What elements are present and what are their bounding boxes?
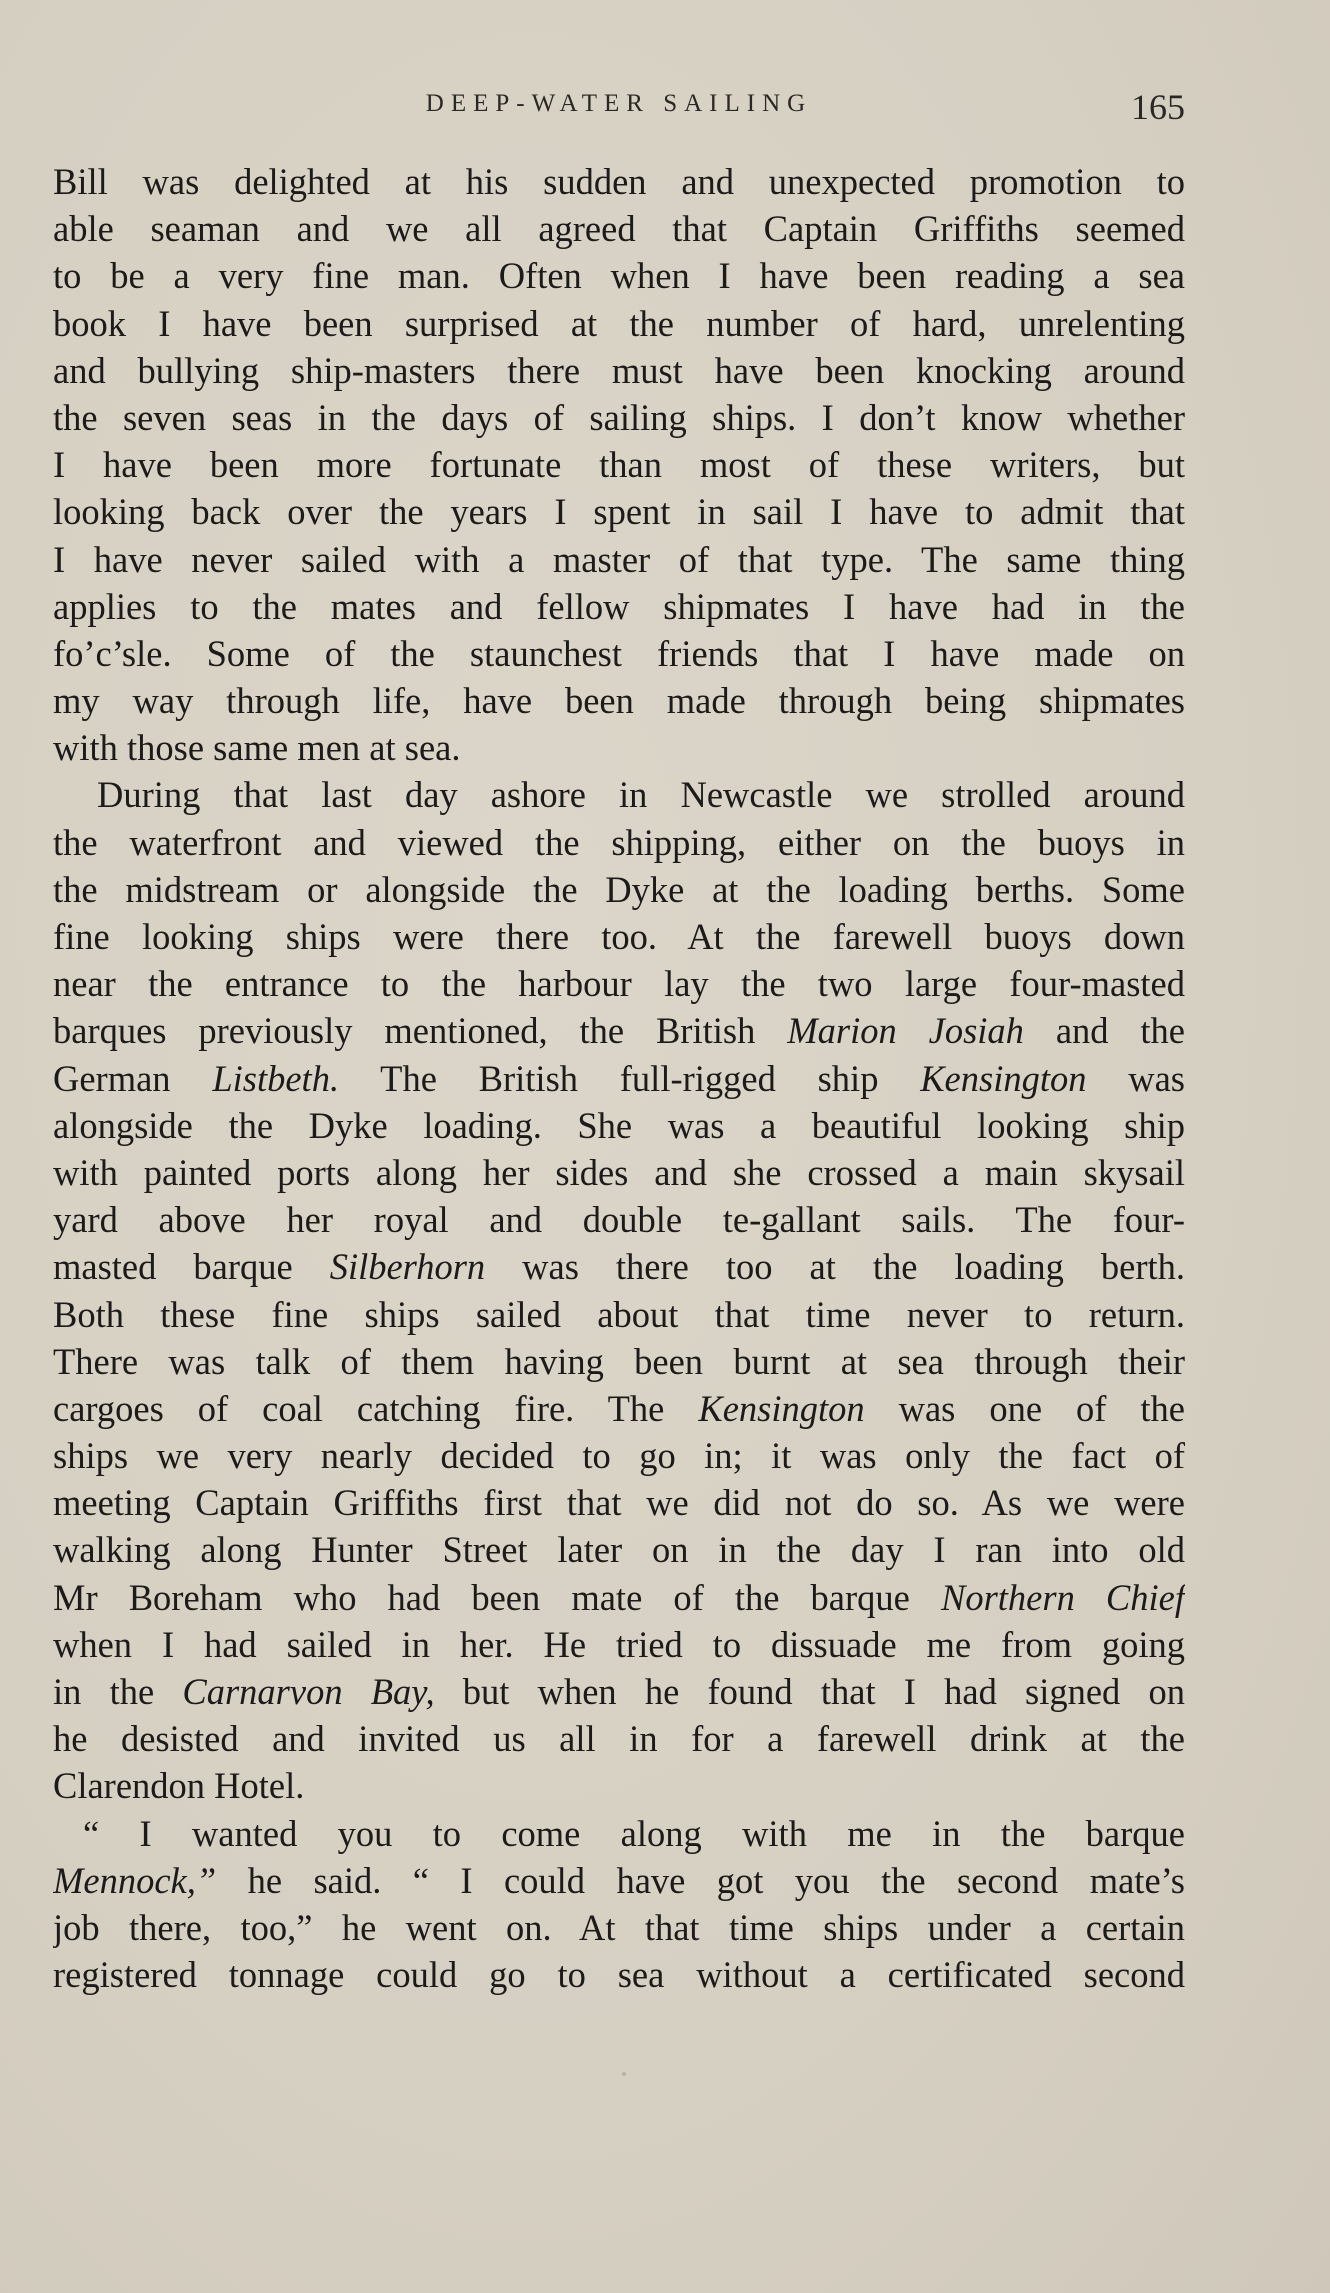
ship-name: Kensington bbox=[920, 1057, 1087, 1099]
text-line bbox=[53, 1574, 1185, 1621]
text-line bbox=[53, 1055, 1185, 1102]
text-segment: There was talk of them having been burnt at sea through their bbox=[53, 1340, 1185, 1382]
text-line bbox=[53, 441, 1185, 488]
text-line bbox=[53, 771, 1185, 818]
text-line bbox=[53, 1432, 1185, 1479]
text-line bbox=[53, 1857, 1185, 1904]
ship-name: Kensington bbox=[698, 1387, 865, 1429]
text-segment: with painted ports along her sides and she crossed a main skysail bbox=[53, 1151, 1185, 1193]
text-segment: During that last day ashore in Newcastle we strolled around bbox=[97, 774, 1185, 816]
text-line bbox=[53, 394, 1185, 441]
text-segment: Both these fine ships sailed about that time never to return. bbox=[53, 1293, 1185, 1335]
text-segment: with those same men at sea. bbox=[53, 727, 461, 769]
text-line bbox=[53, 866, 1185, 913]
text-line bbox=[53, 1904, 1185, 1951]
text-segment: able seaman and we all agreed that Captain Griffiths seemed bbox=[53, 208, 1185, 250]
text-segment: the midstream or alongside the Dyke at the loading berths. Some bbox=[53, 868, 1185, 910]
text-line bbox=[53, 1102, 1185, 1149]
text-line bbox=[53, 1951, 1185, 1998]
text-segment: applies to the mates and fellow shipmates I have had in the bbox=[53, 585, 1185, 627]
text-line bbox=[53, 1196, 1185, 1243]
text-segment: registered tonnage could go to sea without a certificated second bbox=[53, 1954, 1185, 1996]
text-line bbox=[53, 630, 1185, 677]
ship-name: Mennock,” bbox=[53, 1859, 217, 1901]
text-segment: meeting Captain Griffiths first that we did not do so. As we were bbox=[53, 1482, 1185, 1524]
text-line bbox=[53, 300, 1185, 347]
text-segment: was one of the bbox=[864, 1387, 1185, 1429]
text-line bbox=[53, 1385, 1185, 1432]
text-segment: he said. “ I could have got you the second mate’s bbox=[216, 1859, 1185, 1901]
text-segment: but when he found that I had signed on bbox=[434, 1671, 1185, 1712]
text-segment: job there, too,” he went on. At that time ships under a certain bbox=[53, 1906, 1185, 1948]
text-line bbox=[53, 1668, 1185, 1715]
text-segment: and bullying ship-masters there must have been knocking around bbox=[53, 349, 1185, 391]
text-segment: he desisted and invited us all in for a farewell drink at the bbox=[53, 1718, 1185, 1760]
text-line bbox=[53, 252, 1185, 299]
text-segment: “ I wanted you to come along with me in the barque bbox=[83, 1812, 1185, 1854]
text-segment: cargoes of coal catching fire. The bbox=[53, 1387, 699, 1429]
running-title: DEEP-WATER SAILING bbox=[425, 90, 813, 117]
text-line bbox=[53, 960, 1185, 1007]
text-segment: fine looking ships were there too. At the farewell buoys down bbox=[53, 916, 1185, 957]
ship-name: Marion Josiah bbox=[787, 1010, 1024, 1052]
text-line bbox=[53, 1479, 1185, 1526]
text-line bbox=[53, 1243, 1185, 1290]
text-line bbox=[53, 583, 1185, 630]
text-segment: fo’c’sle. Some of the staunchest friends that I have made on bbox=[53, 632, 1185, 674]
text-line bbox=[53, 913, 1185, 960]
text-segment: looking back over the years I spent in sail I have to admit that bbox=[53, 491, 1185, 533]
text-line bbox=[53, 488, 1185, 535]
text-line bbox=[53, 1291, 1185, 1338]
text-segment: to be a very fine man. Often when I have been reading a sea bbox=[53, 255, 1185, 297]
text-segment: I have never sailed with a master of that type. The same thing bbox=[53, 538, 1185, 580]
text-segment: barques previously mentioned, the British bbox=[53, 1010, 788, 1052]
text-segment: was there too at the loading berth. bbox=[485, 1246, 1185, 1288]
text-segment: German bbox=[53, 1057, 213, 1099]
text-line bbox=[53, 1715, 1185, 1762]
text-line bbox=[53, 1526, 1185, 1573]
text-line bbox=[53, 205, 1185, 252]
text-segment: ships we very nearly decided to go in; it was only the fact of bbox=[53, 1435, 1185, 1477]
text-segment: my way through life, have been made through being shipmates bbox=[53, 680, 1185, 722]
text-line bbox=[53, 347, 1185, 394]
text-segment: the waterfront and viewed the shipping, either on the buoys in bbox=[53, 821, 1185, 863]
text-line bbox=[53, 536, 1185, 583]
text-line bbox=[53, 1762, 1185, 1809]
text-segment: walking along Hunter Street later on in the day I ran into old bbox=[53, 1529, 1185, 1571]
text-segment: the seven seas in the days of sailing ships. I don’t know whether bbox=[53, 396, 1185, 438]
paper-speck bbox=[622, 2072, 626, 2076]
ship-name: Carnarvon Bay, bbox=[182, 1671, 435, 1712]
text-line bbox=[53, 724, 1185, 771]
text-line bbox=[53, 1007, 1185, 1054]
text-line bbox=[53, 1338, 1185, 1385]
text-line bbox=[53, 1621, 1185, 1668]
text-line bbox=[53, 1810, 1185, 1857]
text-line bbox=[53, 677, 1185, 724]
body-text bbox=[53, 158, 1185, 1998]
text-segment: and the bbox=[1023, 1010, 1185, 1052]
text-segment: when I had sailed in her. He tried to dissuade me from going bbox=[53, 1623, 1185, 1665]
text-line bbox=[53, 819, 1185, 866]
text-segment: yard above her royal and double te-gallant sails. The four- bbox=[53, 1199, 1185, 1241]
page-number: 165 bbox=[1131, 87, 1185, 127]
text-line bbox=[53, 1149, 1185, 1196]
text-segment: Bill was delighted at his sudden and unexpected promotion to bbox=[53, 161, 1185, 202]
text-segment: book I have been surprised at the number of hard, unrelenting bbox=[53, 302, 1185, 344]
text-segment: Clarendon Hotel. bbox=[53, 1765, 305, 1807]
text-segment: in the bbox=[53, 1671, 183, 1712]
ship-name: Silberhorn bbox=[329, 1246, 486, 1288]
text-segment: Mr Boreham who had been mate of the barque bbox=[53, 1576, 941, 1618]
text-line bbox=[53, 158, 1185, 205]
text-segment: near the entrance to the harbour lay the two large four-masted bbox=[53, 963, 1185, 1005]
text-segment: The British full-rigged ship bbox=[339, 1057, 921, 1099]
ship-name: Listbeth. bbox=[212, 1057, 340, 1099]
text-segment: masted barque bbox=[53, 1246, 330, 1288]
running-head bbox=[53, 86, 1185, 126]
text-segment: I have been more fortunate than most of these writers, but bbox=[53, 444, 1185, 486]
text-segment: was bbox=[1086, 1057, 1185, 1099]
text-segment: alongside the Dyke loading. She was a beautiful looking ship bbox=[53, 1104, 1185, 1146]
ship-name: Northern Chief bbox=[940, 1576, 1185, 1618]
